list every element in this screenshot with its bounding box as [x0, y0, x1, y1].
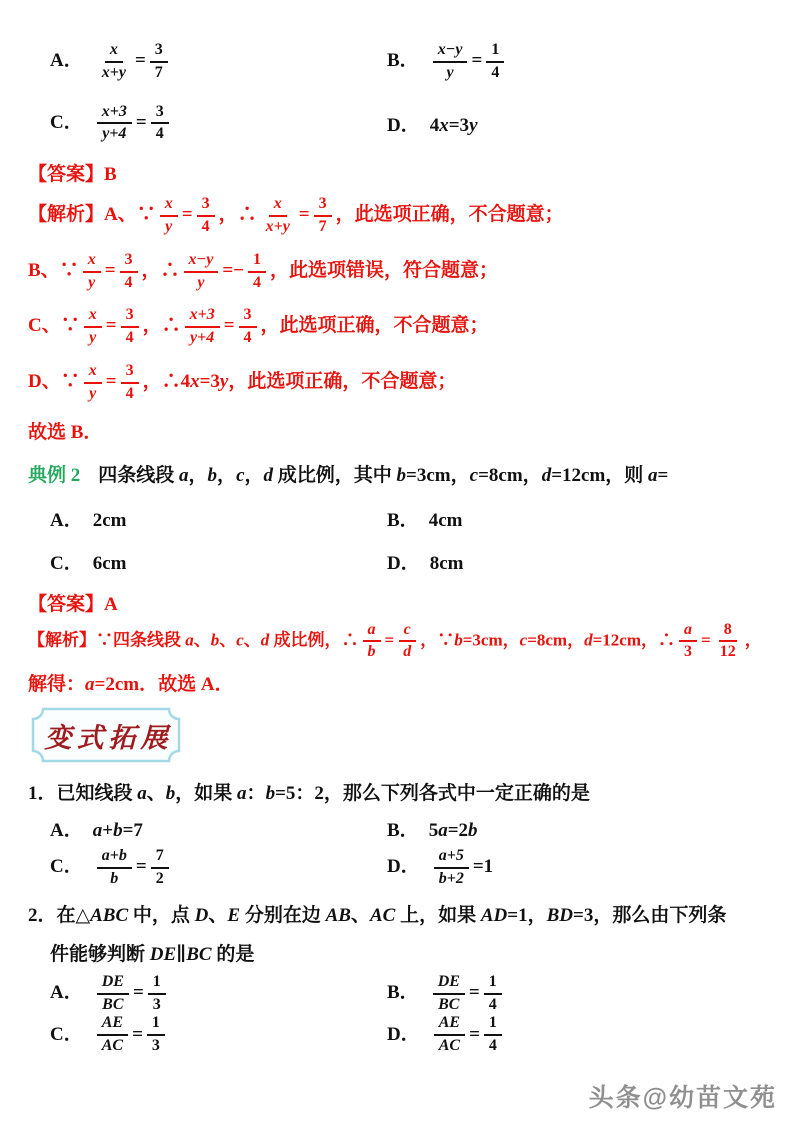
example2-options-row-1 — [28, 505, 775, 532]
fraction: $\frac{x+3}{y+4}$ — [97, 104, 132, 144]
option-c — [28, 548, 365, 575]
text: ， — [450, 464, 470, 486]
math-text: = — [135, 111, 147, 133]
fraction: $\frac{a+b}{b}$ — [97, 848, 132, 888]
text: 成比例，∴ — [269, 630, 359, 650]
fraction: $\frac{7}{2}$ — [151, 848, 169, 888]
math-variable: b — [165, 783, 176, 805]
analysis1-line-d — [28, 363, 775, 403]
text: ，则 — [605, 464, 649, 486]
option-d — [365, 1015, 506, 1055]
math-text: = — [134, 50, 146, 72]
text: ， — [244, 464, 264, 486]
math-text: =8cm — [527, 630, 568, 650]
math-text: =3cm — [406, 464, 451, 486]
question2-text-line-2 — [28, 939, 775, 966]
math-text: = — [181, 204, 193, 226]
option-label: B． — [387, 981, 419, 1003]
math-text: = — [384, 630, 395, 650]
fraction: $\frac{c}{d}$ — [398, 622, 416, 662]
analysis1-line-c — [28, 307, 775, 347]
fraction: $\frac{DE}{BC}$ — [97, 974, 129, 1014]
math-variable: d — [541, 464, 552, 486]
math-text: =1 — [507, 904, 528, 926]
math-text: = — [132, 1023, 143, 1045]
option-d — [365, 548, 464, 575]
option-formula — [93, 972, 170, 1013]
math-text: 6cm — [92, 552, 127, 574]
fraction: $\frac{3}{4}$ — [197, 196, 215, 236]
text: ，此选项错误，符合题意； — [269, 259, 498, 281]
math-variable: a — [185, 630, 194, 650]
fraction: $\frac{x-y}{y}$ — [433, 42, 468, 82]
fraction: $\frac{1}{4}$ — [484, 974, 502, 1014]
answer1-line — [28, 159, 775, 186]
math-text: 2 — [314, 783, 324, 805]
math-text: = — [469, 1023, 480, 1045]
option-formula — [93, 847, 173, 887]
text: 2．在△ — [28, 904, 91, 926]
math-text: + — [102, 820, 114, 842]
text: 上，如果 — [395, 904, 481, 926]
text: ，那么下列各式中一定正确的是 — [323, 783, 590, 805]
math-variable: DE — [149, 943, 177, 965]
example2-options-row-2 — [28, 548, 775, 575]
math-variable: a — [92, 820, 103, 842]
fraction: $\frac{x}{x+y}$ — [265, 195, 290, 235]
option-formula — [93, 41, 172, 81]
text: ，那么由下列条 — [593, 904, 727, 926]
analysis1-conclusion: 故选 B． — [28, 421, 103, 443]
text: D、∵ — [28, 371, 80, 393]
fraction: $\frac{x-y}{y}$ — [184, 252, 219, 292]
text: 、 — [208, 904, 228, 926]
analysis1-line-b — [28, 252, 775, 292]
option-formula — [430, 847, 494, 887]
text: ．故选 A． — [139, 674, 234, 696]
math-variable: a — [179, 464, 189, 486]
top-options-row-2 — [28, 104, 775, 144]
math-variable: AB — [325, 904, 351, 926]
math-text: =7 — [122, 820, 143, 842]
math-text: = — [468, 981, 480, 1003]
text: 四条线段 — [98, 464, 180, 486]
math-variable: c — [469, 464, 479, 486]
option-b — [365, 815, 478, 842]
math-variable: b — [454, 630, 463, 650]
fraction: $\frac{1}{3}$ — [148, 974, 166, 1014]
text: ， — [217, 464, 237, 486]
text: ， — [567, 630, 585, 650]
math-variable: d — [260, 630, 270, 650]
math-variable: BC — [186, 943, 212, 965]
math-variable: a — [237, 783, 247, 805]
option-formula — [93, 820, 143, 841]
math-text: = — [104, 259, 116, 281]
math-variable: a — [137, 783, 147, 805]
text: 、 — [350, 904, 370, 926]
math-text: =2 — [447, 820, 469, 842]
analysis2-line-2 — [28, 669, 775, 696]
math-text: =1 — [472, 856, 494, 878]
option-a — [28, 505, 365, 532]
math-text: 8cm — [429, 552, 464, 574]
math-variable: x — [190, 371, 200, 393]
fraction: $\frac{3}{4}$ — [121, 307, 139, 347]
option-label: B． — [387, 509, 419, 531]
section-badge-label: 变式拓展 — [44, 722, 173, 753]
option-label: D． — [387, 856, 420, 878]
math-text: = — [105, 371, 117, 393]
option-label: C． — [50, 856, 83, 878]
fraction: $\frac{a}{3}$ — [679, 622, 697, 662]
math-variable: b — [396, 464, 407, 486]
option-c — [28, 1015, 365, 1055]
math-variable: BD — [546, 904, 574, 926]
fraction: $\frac{x}{y}$ — [84, 363, 102, 403]
text: ： — [295, 783, 315, 805]
fraction: $\frac{AE}{AC}$ — [97, 1015, 128, 1055]
option-label: A． — [50, 50, 83, 72]
fraction: $\frac{1}{4}$ — [248, 252, 266, 292]
option-value — [430, 553, 464, 574]
fraction: $\frac{3}{4}$ — [239, 307, 257, 347]
fraction: $\frac{1}{3}$ — [147, 1015, 165, 1055]
fraction: $\frac{1}{4}$ — [486, 42, 504, 82]
text: ，∴ — [142, 315, 181, 337]
option-c — [28, 848, 365, 888]
math-variable: b — [113, 820, 123, 842]
math-variable: D — [194, 904, 209, 926]
text: ，如果 — [175, 783, 238, 805]
watermark: 头条@幼苗文苑 — [588, 1084, 777, 1112]
option-label: D． — [387, 552, 420, 574]
text: 、 — [193, 630, 211, 650]
math-text: = — [105, 315, 117, 337]
q1-options-row-1 — [28, 815, 775, 842]
option-label: A． — [50, 981, 83, 1003]
option-formula — [429, 41, 509, 81]
q2-options-row-2 — [28, 1015, 775, 1055]
fraction: $\frac{AE}{AC}$ — [434, 1015, 465, 1055]
math-variable: c — [236, 630, 244, 650]
option-label: C． — [50, 111, 83, 133]
math-variable: E — [227, 904, 241, 926]
text: ，此选项正确，不合题意； — [335, 204, 564, 226]
text: ，此选项正确，不合题意； — [228, 371, 457, 393]
text: 中，点 — [128, 904, 195, 926]
text: ，∴ — [641, 630, 675, 650]
math-text: =5 — [275, 783, 296, 805]
option-formula — [429, 820, 478, 841]
fraction: $\frac{a+5}{b+2}$ — [434, 848, 469, 888]
text: ，此选项正确，不合题意； — [260, 315, 489, 337]
text: 【解析】∵四条线段 — [28, 630, 186, 650]
math-variable: c — [519, 630, 528, 650]
text: ∥ — [176, 943, 187, 965]
math-text: 4 — [429, 114, 440, 136]
text: 解得： — [28, 674, 86, 696]
option-label: D． — [387, 114, 420, 136]
option-formula — [93, 102, 173, 143]
math-variable: c — [236, 464, 245, 486]
option-a — [28, 974, 365, 1014]
text: ，∴ — [218, 204, 257, 226]
math-text: = — [132, 981, 144, 1003]
option-label: C． — [50, 552, 83, 574]
math-text: =12cm — [592, 630, 641, 650]
fraction: $\frac{3}{4}$ — [151, 104, 169, 144]
math-text: 5 — [428, 820, 439, 842]
option-label: B． — [387, 820, 419, 842]
option-formula — [430, 115, 478, 136]
option-label: C． — [50, 1023, 83, 1045]
section-badge — [30, 706, 182, 764]
text: 的是 — [211, 943, 255, 965]
q1-options-row-2 — [28, 848, 775, 888]
option-b — [365, 505, 462, 532]
analysis2-line-1 — [28, 622, 775, 662]
option-value — [429, 510, 463, 531]
q2-options-row-1 — [28, 974, 775, 1014]
fraction: $\frac{3}{7}$ — [314, 196, 332, 236]
text: ，∴ — [142, 371, 181, 393]
fraction: $\frac{3}{7}$ — [150, 42, 168, 82]
math-text: = — [471, 50, 483, 72]
fraction: $\frac{8}{12}$ — [719, 620, 736, 661]
math-text: =3cm — [462, 630, 503, 650]
example-number-label: 典例 2 — [28, 464, 81, 486]
option-label: B． — [387, 50, 419, 72]
math-variable: b — [468, 820, 478, 842]
answer2-line — [28, 589, 775, 616]
fraction: $\frac{x}{y}$ — [84, 307, 102, 347]
text: ， — [744, 630, 762, 650]
option-value — [93, 510, 127, 531]
option-formula — [93, 1014, 169, 1055]
math-variable: a — [85, 674, 95, 696]
math-variable: a — [438, 820, 448, 842]
option-d — [365, 110, 478, 137]
math-text: = — [135, 856, 147, 878]
math-text: = — [701, 630, 711, 650]
math-variable: a — [648, 464, 658, 486]
question1-text — [28, 778, 775, 805]
text: ， — [502, 630, 520, 650]
fraction: $\frac{x}{x+y}$ — [101, 41, 126, 81]
math-variable: b — [210, 630, 220, 650]
math-variable: d — [263, 464, 274, 486]
math-variable: b — [265, 783, 276, 805]
math-text: =12cm — [551, 464, 606, 486]
fraction: $\frac{x}{y}$ — [160, 196, 178, 236]
text: 件能够判断 — [50, 943, 150, 965]
option-label: A． — [50, 509, 83, 531]
question-text — [98, 465, 668, 486]
math-text: = — [298, 204, 310, 226]
text: 1．已知线段 — [28, 783, 138, 805]
option-a — [28, 815, 365, 842]
analysis1-line-a — [28, 196, 775, 236]
option-value — [93, 553, 127, 574]
option-label: A． — [50, 820, 83, 842]
text: C、∵ — [28, 315, 80, 337]
text: 、 — [146, 783, 166, 805]
math-variable: AD — [480, 904, 508, 926]
math-variable: b — [207, 464, 218, 486]
math-variable: x — [439, 114, 449, 136]
math-variable: y — [219, 371, 229, 393]
option-b — [365, 42, 508, 82]
math-text: = — [223, 315, 235, 337]
fraction: $\frac{a}{b}$ — [363, 622, 381, 662]
text: ， — [522, 464, 542, 486]
math-variable: ABC — [90, 904, 129, 926]
option-label: D． — [387, 1023, 420, 1045]
math-text: =3 — [573, 904, 594, 926]
math-text: =− — [222, 259, 244, 281]
fraction: $\frac{x+3}{y+4}$ — [185, 307, 220, 347]
answer-value: B — [104, 164, 117, 186]
math-variable: y — [469, 114, 478, 136]
math-text: =2cm — [94, 674, 140, 696]
text: 、 — [219, 630, 237, 650]
math-text: =3 — [448, 114, 470, 136]
math-text: 4cm — [428, 509, 463, 531]
text: ， — [527, 904, 547, 926]
fraction: $\frac{x}{y}$ — [83, 252, 101, 292]
option-d — [365, 848, 493, 888]
fraction: $\frac{3}{4}$ — [120, 252, 138, 292]
fraction: $\frac{DE}{BC}$ — [433, 974, 465, 1014]
text: 成比例，其中 — [273, 464, 397, 486]
fraction: $\frac{1}{4}$ — [484, 1015, 502, 1055]
math-text: =8cm — [478, 464, 523, 486]
text: 【解析】A、∵ — [28, 204, 156, 226]
top-options-row-1 — [28, 42, 775, 82]
text: ，∵ — [420, 630, 455, 650]
option-b — [365, 974, 506, 1014]
math-text: =3 — [199, 371, 220, 393]
text: ： — [246, 783, 266, 805]
text: ， — [188, 464, 208, 486]
question2-text-line-1 — [28, 900, 775, 927]
math-text: = — [657, 464, 669, 486]
answer-tag: 【答案】 — [28, 164, 105, 186]
answer-value: A — [104, 593, 118, 615]
text: 分别在边 — [240, 904, 326, 926]
fraction: $\frac{3}{4}$ — [121, 363, 139, 403]
math-variable: AC — [370, 904, 396, 926]
text: 、 — [243, 630, 261, 650]
option-formula — [430, 1014, 506, 1055]
answer-tag: 【答案】 — [28, 593, 105, 615]
option-a — [28, 42, 365, 82]
option-formula — [429, 972, 506, 1013]
text: B、∵ — [28, 259, 79, 281]
text: ，∴ — [141, 259, 180, 281]
example2-question — [28, 460, 775, 487]
option-c — [28, 104, 365, 144]
math-variable: d — [584, 630, 593, 650]
math-text: 4 — [180, 371, 191, 393]
math-text: 2cm — [92, 509, 127, 531]
